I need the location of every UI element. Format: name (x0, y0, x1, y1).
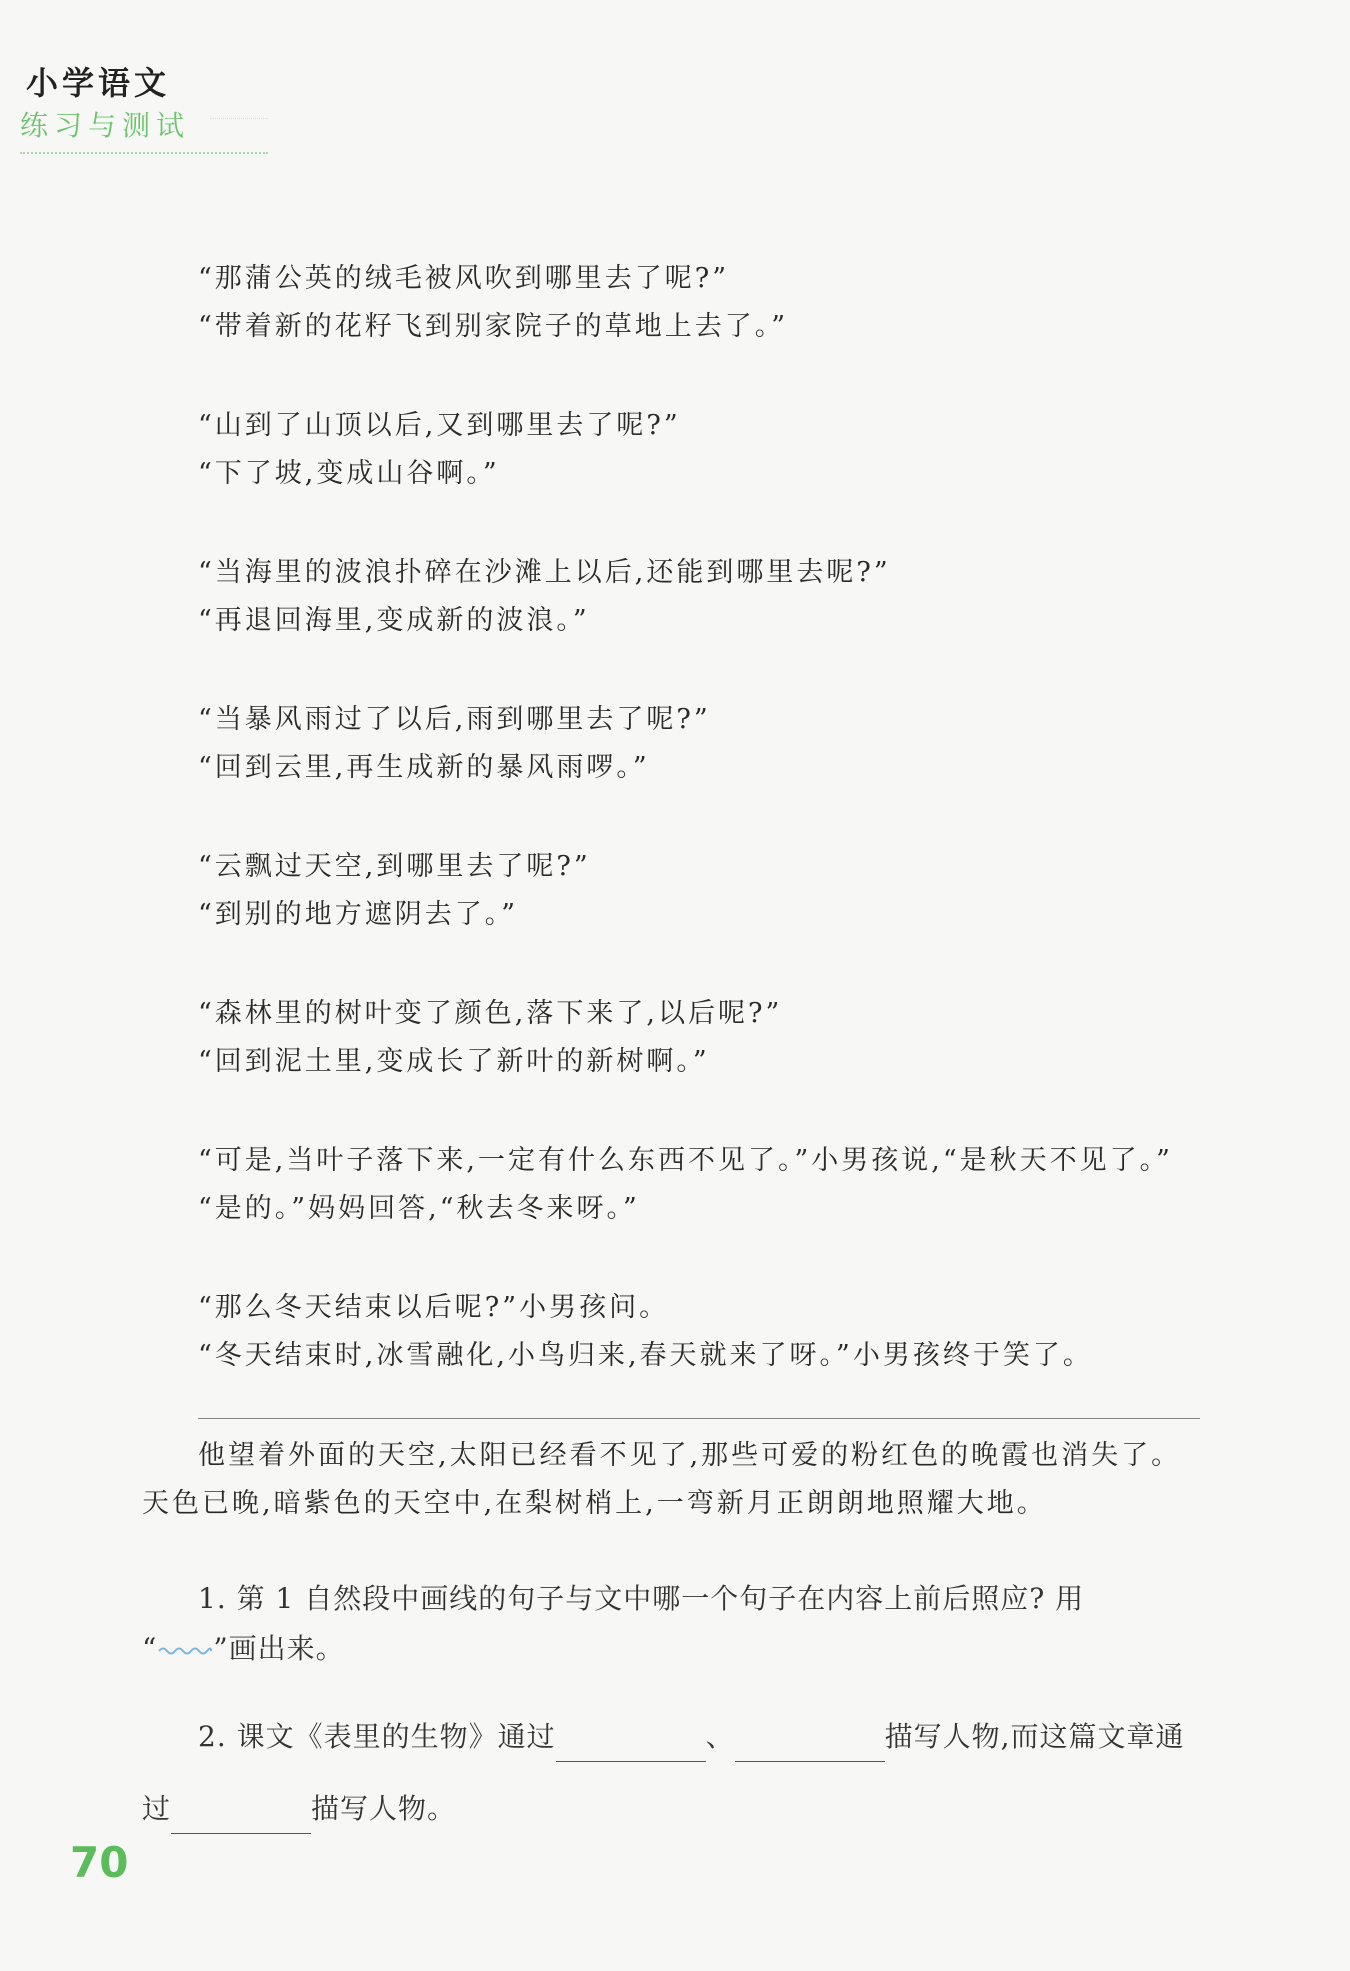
answer-line: “再退回海里,变成新的波浪。” (198, 605, 590, 636)
dialogue-pair (198, 1284, 1218, 1380)
question-line: “森林里的树叶变了颜色,落下来了,以后呢?” (198, 998, 783, 1029)
answer-blank[interactable] (556, 1731, 706, 1762)
answer-line: “回到云里,再生成新的暴风雨啰。” (198, 752, 650, 783)
question-2 (142, 1712, 1202, 1762)
answer-line: “带着新的花籽飞到别家院子的草地上去了。” (198, 311, 789, 342)
header-subtitle: 练习与测试 (20, 109, 191, 142)
question-2-text-c: 过 (142, 1792, 172, 1825)
questions-section (142, 1574, 1202, 1834)
question-line: “云飘过天空,到哪里去了呢?” (198, 851, 591, 882)
answer-line: “回到泥土里,变成长了新叶的新树啊。” (198, 1046, 710, 1077)
answer-blank[interactable] (171, 1803, 311, 1834)
close-quote-text: ”画出来。 (213, 1632, 345, 1665)
question-line: “那么冬天结束以后呢?”小男孩问。 (198, 1292, 670, 1323)
question-1-continued (142, 1624, 1202, 1674)
separator: 、 (705, 1720, 735, 1753)
dialogue-section (198, 255, 1218, 1431)
question-2-text-b: 描写人物,而这篇文章通 (884, 1720, 1185, 1753)
answer-line: “是的。”妈妈回答,“秋去冬来呀。” (198, 1193, 640, 1224)
open-quote: “ (142, 1632, 158, 1665)
page-number: 70 (70, 1838, 129, 1887)
dialogue-pair (198, 255, 1218, 351)
question-2-text-d: 描写人物。 (311, 1792, 457, 1825)
dialogue-pair (198, 1137, 1218, 1233)
question-1-text: 1. 第 1 自然段中画线的句子与文中哪一个句子在内容上前后照应? 用 (198, 1582, 1085, 1615)
header-dotted-line (20, 152, 268, 154)
dialogue-pair (198, 990, 1218, 1086)
passage-line: 他望着外面的天空,太阳已经看不见了,那些可爱的粉红色的晚霞也消失了。 (198, 1440, 1182, 1471)
dialogue-pair (198, 843, 1218, 939)
dialogue-pair (198, 696, 1218, 792)
question-line: “可是,当叶子落下来,一定有什么东西不见了。”小男孩说,“是秋天不见了。” (198, 1145, 1173, 1176)
answer-blank[interactable] (735, 1731, 885, 1762)
question-line: “那蒲公英的绒毛被风吹到哪里去了呢?” (198, 263, 730, 294)
answer-line: “冬天结束时,冰雪融化,小鸟归来,春天就来了呀。”小男孩终于笑了。 (198, 1340, 1093, 1371)
question-2-continued (142, 1784, 1202, 1834)
passage-section (142, 1432, 1202, 1528)
wavy-line-icon (157, 1644, 213, 1658)
answer-line: “下了坡,变成山谷啊。” (198, 458, 500, 489)
question-1 (142, 1574, 1202, 1624)
question-line: “当海里的波浪扑碎在沙滩上以后,还能到哪里去呢?” (198, 557, 891, 588)
question-2-text-a: 2. 课文《表里的生物》通过 (198, 1720, 556, 1753)
answer-line: “到别的地方遮阴去了。” (198, 899, 519, 930)
header-title: 小学语文 (26, 64, 171, 102)
question-line: “山到了山顶以后,又到哪里去了呢?” (198, 410, 681, 441)
dialogue-pair (198, 402, 1218, 498)
passage-line: 天色已晚,暗紫色的天空中,在梨树梢上,一弯新月正朗朗地照耀大地。 (142, 1488, 1047, 1519)
header-dotted-line-short (210, 118, 268, 119)
question-line: “当暴风雨过了以后,雨到哪里去了呢?” (198, 704, 711, 735)
dialogue-pair (198, 549, 1218, 645)
section-divider (198, 1418, 1200, 1419)
